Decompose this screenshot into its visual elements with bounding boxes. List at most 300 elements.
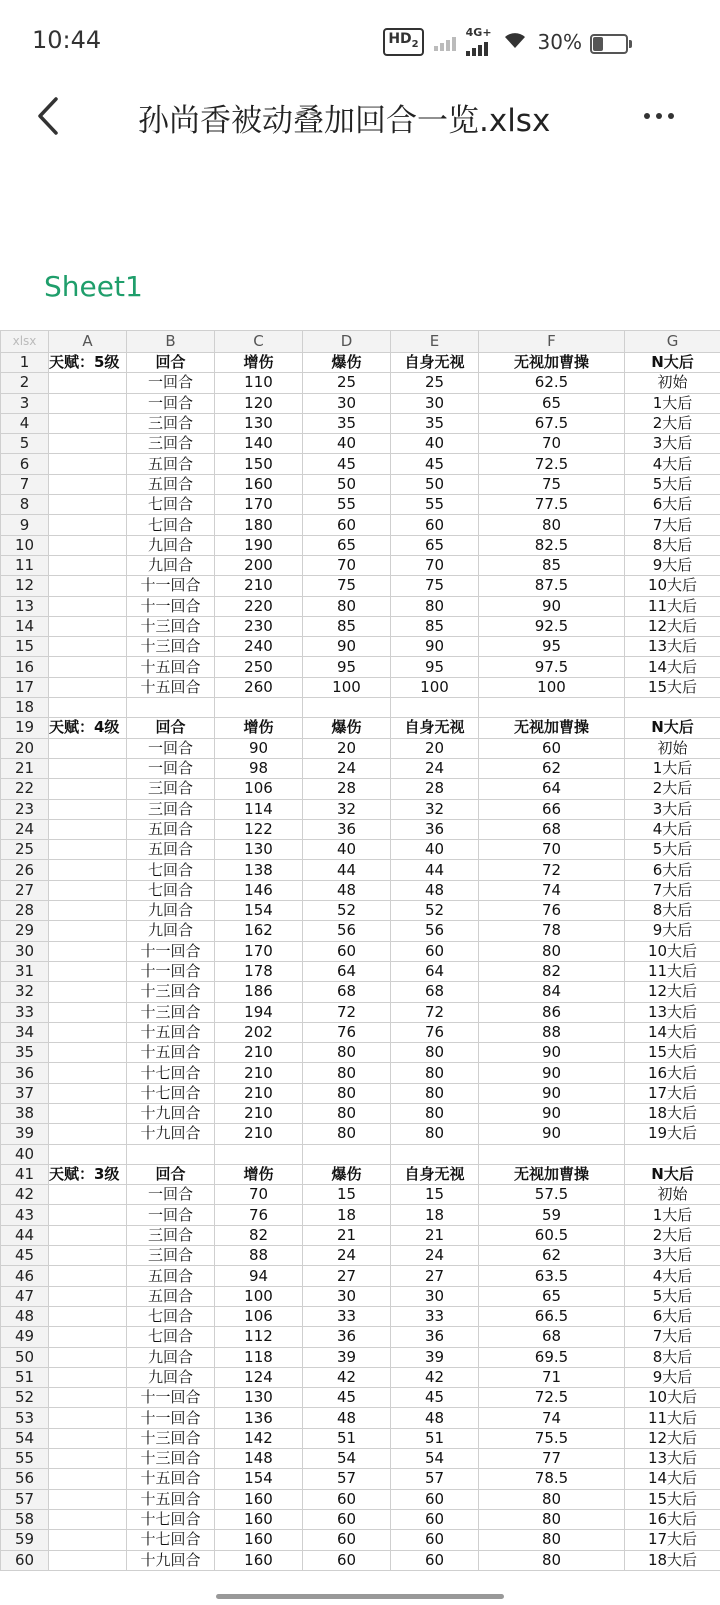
table-cell[interactable]: 十五回合 <box>127 1022 215 1042</box>
table-cell[interactable]: 62 <box>479 758 625 778</box>
table-cell[interactable]: 24 <box>303 1246 391 1266</box>
table-cell[interactable]: 154 <box>215 1469 303 1489</box>
table-cell[interactable]: 爆伤 <box>303 1164 391 1184</box>
row-header[interactable]: 41 <box>1 1164 49 1184</box>
row-header[interactable]: 49 <box>1 1327 49 1347</box>
table-cell[interactable]: 70 <box>479 840 625 860</box>
table-cell[interactable]: 五回合 <box>127 474 215 494</box>
row-header[interactable]: 37 <box>1 1083 49 1103</box>
table-cell[interactable]: 146 <box>215 880 303 900</box>
table-cell[interactable]: 80 <box>479 515 625 535</box>
row-header[interactable]: 25 <box>1 840 49 860</box>
table-cell[interactable]: 一回合 <box>127 393 215 413</box>
table-cell[interactable]: 78 <box>479 921 625 941</box>
row-header[interactable]: 16 <box>1 657 49 677</box>
table-cell[interactable]: 88 <box>215 1246 303 1266</box>
table-cell[interactable]: 天赋：5级 <box>49 353 127 373</box>
table-cell[interactable] <box>49 779 127 799</box>
table-cell[interactable]: 114 <box>215 799 303 819</box>
table-cell[interactable] <box>49 738 127 758</box>
table-cell[interactable]: 57.5 <box>479 1185 625 1205</box>
row-header[interactable]: 38 <box>1 1103 49 1123</box>
table-cell[interactable]: 无视加曹操 <box>479 353 625 373</box>
row-header[interactable]: 35 <box>1 1043 49 1063</box>
table-cell[interactable] <box>127 1144 215 1164</box>
row-header[interactable]: 52 <box>1 1388 49 1408</box>
table-cell[interactable]: 97.5 <box>479 657 625 677</box>
table-cell[interactable]: 85 <box>479 555 625 575</box>
table-cell[interactable]: 160 <box>215 1489 303 1509</box>
row-header[interactable]: 28 <box>1 901 49 921</box>
table-cell[interactable]: 爆伤 <box>303 718 391 738</box>
row-header[interactable]: 50 <box>1 1347 49 1367</box>
table-cell[interactable]: 55 <box>391 495 479 515</box>
table-cell[interactable] <box>215 698 303 718</box>
table-cell[interactable]: 8大后 <box>625 901 720 921</box>
table-cell[interactable]: 五回合 <box>127 819 215 839</box>
table-cell[interactable] <box>49 535 127 555</box>
table-cell[interactable]: 2大后 <box>625 779 720 799</box>
table-cell[interactable]: 10大后 <box>625 576 720 596</box>
table-cell[interactable] <box>49 860 127 880</box>
table-cell[interactable]: 11大后 <box>625 961 720 981</box>
table-cell[interactable]: 48 <box>303 880 391 900</box>
table-cell[interactable]: 五回合 <box>127 840 215 860</box>
table-cell[interactable]: 210 <box>215 1103 303 1123</box>
table-cell[interactable]: 55 <box>303 495 391 515</box>
column-header[interactable]: F <box>479 331 625 353</box>
table-cell[interactable]: 64 <box>303 961 391 981</box>
table-cell[interactable]: 7大后 <box>625 515 720 535</box>
table-cell[interactable]: 9大后 <box>625 1367 720 1387</box>
table-cell[interactable]: 180 <box>215 515 303 535</box>
table-cell[interactable]: 30 <box>303 1286 391 1306</box>
table-cell[interactable]: 210 <box>215 1063 303 1083</box>
column-header[interactable]: C <box>215 331 303 353</box>
table-cell[interactable]: 76 <box>215 1205 303 1225</box>
tab-sheet1[interactable]: Sheet1 <box>44 270 143 303</box>
table-cell[interactable]: 240 <box>215 637 303 657</box>
table-cell[interactable]: 56 <box>303 921 391 941</box>
row-header[interactable]: 59 <box>1 1530 49 1550</box>
table-cell[interactable]: 42 <box>391 1367 479 1387</box>
table-cell[interactable]: 70 <box>391 555 479 575</box>
table-cell[interactable]: 40 <box>303 434 391 454</box>
row-header[interactable]: 27 <box>1 880 49 900</box>
table-cell[interactable]: 20 <box>303 738 391 758</box>
table-cell[interactable]: 65 <box>391 535 479 555</box>
table-cell[interactable]: 五回合 <box>127 1286 215 1306</box>
table-cell[interactable] <box>127 698 215 718</box>
table-cell[interactable]: 56 <box>391 921 479 941</box>
table-cell[interactable]: 71 <box>479 1367 625 1387</box>
table-cell[interactable] <box>49 1225 127 1245</box>
table-cell[interactable]: 88 <box>479 1022 625 1042</box>
table-cell[interactable]: 210 <box>215 576 303 596</box>
table-cell[interactable]: 5大后 <box>625 840 720 860</box>
table-cell[interactable]: 3大后 <box>625 1246 720 1266</box>
table-cell[interactable]: 60 <box>391 515 479 535</box>
table-cell[interactable]: 162 <box>215 921 303 941</box>
table-cell[interactable]: 回合 <box>127 718 215 738</box>
table-cell[interactable]: 十三回合 <box>127 1428 215 1448</box>
table-cell[interactable] <box>49 677 127 697</box>
row-header[interactable]: 34 <box>1 1022 49 1042</box>
table-cell[interactable]: 60 <box>303 941 391 961</box>
table-cell[interactable]: 初始 <box>625 738 720 758</box>
table-cell[interactable]: 35 <box>303 413 391 433</box>
table-cell[interactable]: 回合 <box>127 1164 215 1184</box>
row-header[interactable]: 54 <box>1 1428 49 1448</box>
table-cell[interactable]: 24 <box>391 758 479 778</box>
table-cell[interactable]: 76 <box>391 1022 479 1042</box>
table-cell[interactable] <box>49 413 127 433</box>
table-cell[interactable]: 45 <box>303 454 391 474</box>
table-cell[interactable]: 95 <box>479 637 625 657</box>
table-cell[interactable]: 52 <box>391 901 479 921</box>
table-cell[interactable]: 40 <box>303 840 391 860</box>
table-cell[interactable]: 25 <box>391 373 479 393</box>
table-cell[interactable]: 80 <box>391 1063 479 1083</box>
table-cell[interactable]: 64 <box>391 961 479 981</box>
gesture-home-bar[interactable] <box>216 1594 504 1599</box>
table-cell[interactable]: 自身无视 <box>391 1164 479 1184</box>
row-header[interactable]: 45 <box>1 1246 49 1266</box>
table-cell[interactable] <box>303 1144 391 1164</box>
table-cell[interactable] <box>49 1530 127 1550</box>
select-all-corner[interactable]: xlsx <box>1 331 49 353</box>
table-cell[interactable]: 33 <box>303 1306 391 1326</box>
table-cell[interactable]: 100 <box>391 677 479 697</box>
table-cell[interactable]: 十九回合 <box>127 1124 215 1144</box>
table-cell[interactable]: 十五回合 <box>127 677 215 697</box>
table-cell[interactable]: 70 <box>303 555 391 575</box>
table-cell[interactable]: 72.5 <box>479 1388 625 1408</box>
table-cell[interactable]: 三回合 <box>127 413 215 433</box>
table-cell[interactable] <box>49 393 127 413</box>
table-cell[interactable]: 七回合 <box>127 1327 215 1347</box>
table-cell[interactable]: 122 <box>215 819 303 839</box>
table-cell[interactable]: 48 <box>391 1408 479 1428</box>
table-cell[interactable]: 13大后 <box>625 1002 720 1022</box>
row-header[interactable]: 57 <box>1 1489 49 1509</box>
table-cell[interactable]: 十三回合 <box>127 1449 215 1469</box>
table-cell[interactable]: 十五回合 <box>127 1489 215 1509</box>
table-cell[interactable] <box>49 454 127 474</box>
table-cell[interactable]: 七回合 <box>127 1306 215 1326</box>
table-cell[interactable]: 4大后 <box>625 1266 720 1286</box>
row-header[interactable]: 23 <box>1 799 49 819</box>
table-cell[interactable]: 14大后 <box>625 1022 720 1042</box>
table-cell[interactable]: 自身无视 <box>391 718 479 738</box>
table-cell[interactable]: 五回合 <box>127 1266 215 1286</box>
table-cell[interactable]: 40 <box>391 434 479 454</box>
row-header[interactable]: 26 <box>1 860 49 880</box>
table-cell[interactable]: 42 <box>303 1367 391 1387</box>
table-cell[interactable]: 87.5 <box>479 576 625 596</box>
table-cell[interactable]: 60 <box>391 1489 479 1509</box>
table-cell[interactable]: 68 <box>479 1327 625 1347</box>
table-cell[interactable]: 28 <box>303 779 391 799</box>
table-cell[interactable]: 5大后 <box>625 474 720 494</box>
table-cell[interactable] <box>49 576 127 596</box>
column-header[interactable]: E <box>391 331 479 353</box>
table-cell[interactable]: 60 <box>303 1509 391 1529</box>
row-header[interactable]: 30 <box>1 941 49 961</box>
table-cell[interactable] <box>49 637 127 657</box>
table-cell[interactable]: 12大后 <box>625 616 720 636</box>
table-cell[interactable]: 三回合 <box>127 1246 215 1266</box>
table-cell[interactable]: 92.5 <box>479 616 625 636</box>
table-cell[interactable]: 65 <box>479 1286 625 1306</box>
table-cell[interactable]: 72 <box>391 1002 479 1022</box>
table-cell[interactable] <box>49 1083 127 1103</box>
table-cell[interactable]: 一回合 <box>127 758 215 778</box>
table-cell[interactable]: 9大后 <box>625 921 720 941</box>
table-cell[interactable]: 十七回合 <box>127 1509 215 1529</box>
table-cell[interactable] <box>49 1367 127 1387</box>
table-cell[interactable]: 九回合 <box>127 535 215 555</box>
table-cell[interactable] <box>49 1347 127 1367</box>
table-cell[interactable]: 130 <box>215 413 303 433</box>
table-cell[interactable]: 15大后 <box>625 677 720 697</box>
table-cell[interactable]: 160 <box>215 1550 303 1570</box>
table-cell[interactable]: 190 <box>215 535 303 555</box>
table-cell[interactable]: 十三回合 <box>127 1002 215 1022</box>
table-cell[interactable]: 7大后 <box>625 880 720 900</box>
row-header[interactable]: 17 <box>1 677 49 697</box>
table-cell[interactable]: 80 <box>303 1103 391 1123</box>
row-header[interactable]: 53 <box>1 1408 49 1428</box>
table-cell[interactable]: 68 <box>479 819 625 839</box>
row-header[interactable]: 51 <box>1 1367 49 1387</box>
table-cell[interactable]: 30 <box>391 1286 479 1306</box>
table-cell[interactable]: 12大后 <box>625 982 720 1002</box>
table-cell[interactable]: 50 <box>303 474 391 494</box>
table-cell[interactable]: 十一回合 <box>127 1388 215 1408</box>
table-cell[interactable]: 32 <box>391 799 479 819</box>
table-cell[interactable]: 九回合 <box>127 555 215 575</box>
table-cell[interactable] <box>49 1428 127 1448</box>
row-header[interactable]: 14 <box>1 616 49 636</box>
table-cell[interactable]: 60 <box>391 1530 479 1550</box>
table-cell[interactable]: 5大后 <box>625 1286 720 1306</box>
table-cell[interactable] <box>49 1550 127 1570</box>
table-cell[interactable]: 十一回合 <box>127 961 215 981</box>
table-cell[interactable]: 14大后 <box>625 1469 720 1489</box>
table-cell[interactable]: 十三回合 <box>127 637 215 657</box>
table-cell[interactable]: 七回合 <box>127 495 215 515</box>
table-cell[interactable]: 65 <box>479 393 625 413</box>
table-cell[interactable]: 118 <box>215 1347 303 1367</box>
table-cell[interactable] <box>49 1449 127 1469</box>
table-cell[interactable]: 6大后 <box>625 1306 720 1326</box>
table-cell[interactable] <box>49 1063 127 1083</box>
table-cell[interactable]: 66.5 <box>479 1306 625 1326</box>
table-cell[interactable]: 初始 <box>625 1185 720 1205</box>
row-header[interactable]: 48 <box>1 1306 49 1326</box>
table-cell[interactable] <box>49 1509 127 1529</box>
table-cell[interactable]: 36 <box>303 819 391 839</box>
table-cell[interactable]: 19大后 <box>625 1124 720 1144</box>
table-cell[interactable]: 54 <box>391 1449 479 1469</box>
table-cell[interactable]: 95 <box>391 657 479 677</box>
table-cell[interactable]: 1大后 <box>625 758 720 778</box>
table-cell[interactable]: 250 <box>215 657 303 677</box>
row-header[interactable]: 7 <box>1 474 49 494</box>
table-cell[interactable]: 1大后 <box>625 1205 720 1225</box>
table-cell[interactable]: 90 <box>479 1083 625 1103</box>
table-cell[interactable]: 39 <box>391 1347 479 1367</box>
table-cell[interactable]: 142 <box>215 1428 303 1448</box>
table-cell[interactable]: 178 <box>215 961 303 981</box>
table-cell[interactable]: 80 <box>391 1103 479 1123</box>
table-cell[interactable] <box>49 1022 127 1042</box>
table-cell[interactable]: 十七回合 <box>127 1530 215 1550</box>
table-cell[interactable]: 106 <box>215 779 303 799</box>
table-cell[interactable]: 160 <box>215 1509 303 1529</box>
table-cell[interactable] <box>49 555 127 575</box>
table-cell[interactable]: 60 <box>303 1489 391 1509</box>
table-cell[interactable]: 一回合 <box>127 1205 215 1225</box>
table-cell[interactable]: 75 <box>303 576 391 596</box>
table-cell[interactable]: 39 <box>303 1347 391 1367</box>
table-cell[interactable] <box>49 880 127 900</box>
table-cell[interactable]: 增伤 <box>215 353 303 373</box>
table-cell[interactable]: 170 <box>215 941 303 961</box>
table-cell[interactable] <box>49 1306 127 1326</box>
table-cell[interactable]: 100 <box>303 677 391 697</box>
table-cell[interactable]: 76 <box>303 1022 391 1042</box>
table-cell[interactable] <box>49 1388 127 1408</box>
table-cell[interactable] <box>49 1185 127 1205</box>
table-cell[interactable]: 17大后 <box>625 1530 720 1550</box>
table-cell[interactable]: 57 <box>391 1469 479 1489</box>
table-cell[interactable]: 33 <box>391 1306 479 1326</box>
table-cell[interactable]: 100 <box>479 677 625 697</box>
table-cell[interactable]: 44 <box>303 860 391 880</box>
table-cell[interactable] <box>391 1144 479 1164</box>
table-cell[interactable]: 80 <box>391 596 479 616</box>
table-cell[interactable]: 2大后 <box>625 1225 720 1245</box>
row-header[interactable]: 10 <box>1 535 49 555</box>
table-cell[interactable]: 三回合 <box>127 1225 215 1245</box>
table-cell[interactable]: 140 <box>215 434 303 454</box>
row-header[interactable]: 9 <box>1 515 49 535</box>
row-header[interactable]: 40 <box>1 1144 49 1164</box>
table-cell[interactable]: 一回合 <box>127 373 215 393</box>
table-cell[interactable]: 120 <box>215 393 303 413</box>
table-cell[interactable]: 59 <box>479 1205 625 1225</box>
table-cell[interactable]: 63.5 <box>479 1266 625 1286</box>
row-header[interactable]: 58 <box>1 1509 49 1529</box>
table-cell[interactable]: 80 <box>303 1043 391 1063</box>
table-cell[interactable] <box>49 1469 127 1489</box>
table-cell[interactable] <box>49 1002 127 1022</box>
table-cell[interactable]: 6大后 <box>625 860 720 880</box>
table-cell[interactable]: 爆伤 <box>303 353 391 373</box>
table-cell[interactable]: 138 <box>215 860 303 880</box>
row-header[interactable]: 36 <box>1 1063 49 1083</box>
table-cell[interactable] <box>49 1246 127 1266</box>
table-cell[interactable] <box>49 1266 127 1286</box>
table-cell[interactable]: 150 <box>215 454 303 474</box>
table-cell[interactable]: 80 <box>479 1509 625 1529</box>
table-cell[interactable]: 51 <box>303 1428 391 1448</box>
table-cell[interactable]: 57 <box>303 1469 391 1489</box>
table-cell[interactable]: 3大后 <box>625 799 720 819</box>
spreadsheet-grid[interactable] <box>0 330 720 1605</box>
table-cell[interactable]: 九回合 <box>127 901 215 921</box>
table-cell[interactable]: 无视加曹操 <box>479 1164 625 1184</box>
table-cell[interactable]: 90 <box>479 1124 625 1144</box>
table-cell[interactable]: 十九回合 <box>127 1550 215 1570</box>
table-cell[interactable]: 60 <box>303 1550 391 1570</box>
table-cell[interactable]: 90 <box>479 1103 625 1123</box>
table-cell[interactable]: 10大后 <box>625 1388 720 1408</box>
table-cell[interactable]: 五回合 <box>127 454 215 474</box>
column-header[interactable]: G <box>625 331 720 353</box>
table-cell[interactable]: 80 <box>391 1083 479 1103</box>
table-cell[interactable]: 80 <box>391 1124 479 1144</box>
table-cell[interactable]: 24 <box>391 1246 479 1266</box>
row-header[interactable]: 29 <box>1 921 49 941</box>
column-header[interactable]: A <box>49 331 127 353</box>
table-cell[interactable]: 62 <box>479 1246 625 1266</box>
table-cell[interactable]: 60 <box>303 515 391 535</box>
table-cell[interactable] <box>49 758 127 778</box>
row-header[interactable]: 19 <box>1 718 49 738</box>
table-cell[interactable]: 15 <box>303 1185 391 1205</box>
table-cell[interactable]: 110 <box>215 373 303 393</box>
table-cell[interactable]: N大后 <box>625 353 720 373</box>
table-cell[interactable]: 21 <box>303 1225 391 1245</box>
table-cell[interactable] <box>49 921 127 941</box>
table-cell[interactable]: 11大后 <box>625 596 720 616</box>
row-header[interactable]: 39 <box>1 1124 49 1144</box>
table-cell[interactable]: 80 <box>303 596 391 616</box>
table-cell[interactable]: 28 <box>391 779 479 799</box>
table-cell[interactable]: 十一回合 <box>127 941 215 961</box>
table-cell[interactable]: 十七回合 <box>127 1083 215 1103</box>
table-cell[interactable]: 30 <box>391 393 479 413</box>
back-button[interactable] <box>34 96 74 140</box>
table-cell[interactable]: 70 <box>215 1185 303 1205</box>
table-cell[interactable] <box>49 1327 127 1347</box>
table-cell[interactable]: 65 <box>303 535 391 555</box>
table-cell[interactable]: 72 <box>303 1002 391 1022</box>
table-cell[interactable]: 60 <box>391 1509 479 1529</box>
table-cell[interactable] <box>49 1489 127 1509</box>
table-cell[interactable]: 76 <box>479 901 625 921</box>
table-cell[interactable]: 77 <box>479 1449 625 1469</box>
table-cell[interactable]: 30 <box>303 393 391 413</box>
table-cell[interactable]: 148 <box>215 1449 303 1469</box>
table-cell[interactable]: 14大后 <box>625 657 720 677</box>
table-cell[interactable]: N大后 <box>625 1164 720 1184</box>
table-cell[interactable]: 80 <box>391 1043 479 1063</box>
row-header[interactable]: 8 <box>1 495 49 515</box>
table-cell[interactable]: 62.5 <box>479 373 625 393</box>
table-cell[interactable]: 170 <box>215 495 303 515</box>
table-cell[interactable]: 10大后 <box>625 941 720 961</box>
table-cell[interactable]: 95 <box>303 657 391 677</box>
table-cell[interactable] <box>479 1144 625 1164</box>
row-header[interactable]: 2 <box>1 373 49 393</box>
table-cell[interactable]: 106 <box>215 1306 303 1326</box>
table-cell[interactable] <box>49 1124 127 1144</box>
table-cell[interactable]: 68 <box>391 982 479 1002</box>
